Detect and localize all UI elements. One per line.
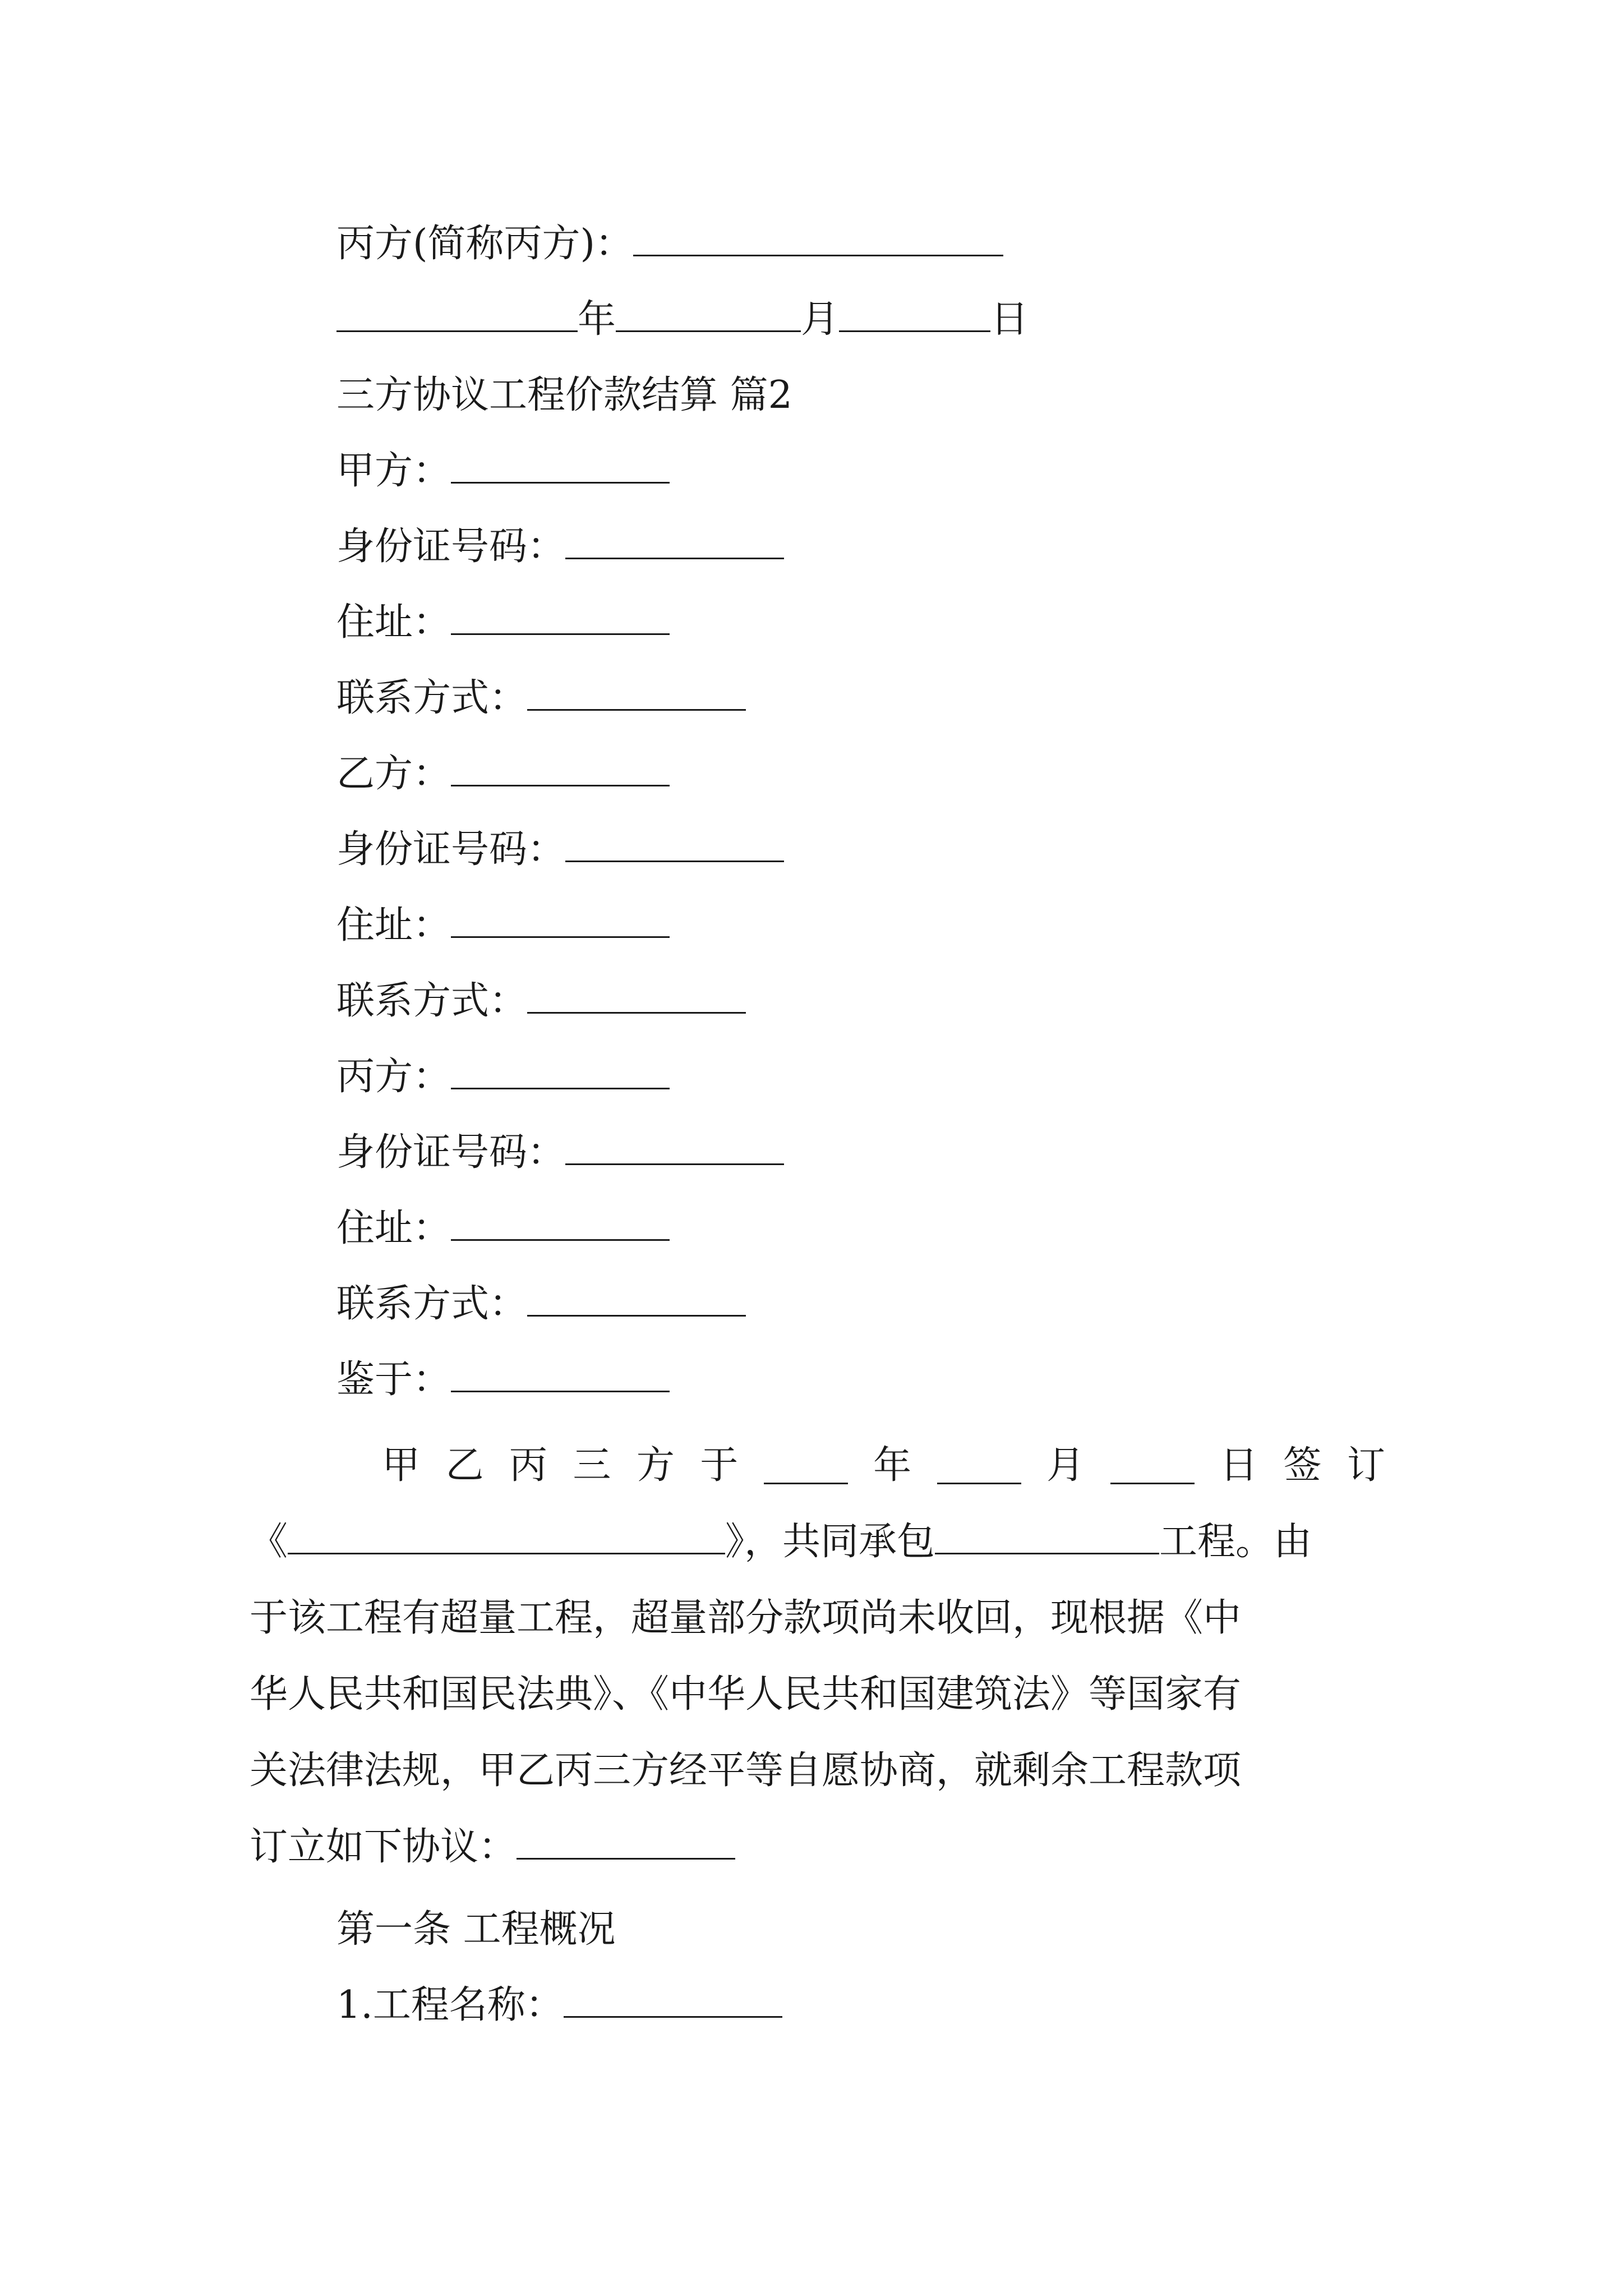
fill-blank[interactable] <box>564 1981 782 2018</box>
bingfang-short-line <box>336 216 1003 272</box>
label: 丙方： <box>336 1055 451 1099</box>
fill-blank[interactable] <box>451 901 670 938</box>
section-title: 三方协议工程价款结算 篇2 <box>336 373 792 417</box>
label: 联系方式： <box>336 1282 528 1326</box>
label: 联系方式： <box>336 676 528 720</box>
yi-contact-line <box>336 973 746 1029</box>
fill-blank[interactable] <box>527 674 746 711</box>
jia-addr-line <box>336 595 670 651</box>
jianyu-line <box>336 1352 670 1408</box>
char: 日 <box>1219 1443 1258 1488</box>
day-blank[interactable] <box>1110 1448 1195 1484</box>
text: 工程。由 <box>1159 1520 1312 1564</box>
project-blank[interactable] <box>935 1518 1159 1554</box>
char: 丙 <box>509 1443 547 1488</box>
char: 签 <box>1283 1443 1322 1488</box>
char: 月 <box>1046 1443 1085 1488</box>
year-blank[interactable] <box>764 1448 848 1484</box>
char: 甲 <box>382 1443 421 1488</box>
char: 年 <box>873 1443 912 1488</box>
text: 订立如下协议： <box>250 1825 517 1869</box>
label: 住址： <box>336 903 451 947</box>
label: 丙方(简称丙方)： <box>336 222 634 266</box>
article-title: 第一条 工程概况 <box>336 1907 616 1952</box>
jia-contact-line <box>336 670 746 726</box>
char: 于 <box>700 1443 739 1488</box>
para-line-2 <box>250 1504 1385 1580</box>
month-blank[interactable] <box>937 1448 1021 1484</box>
month-blank[interactable] <box>616 296 801 332</box>
label: 住址： <box>336 1206 451 1250</box>
fill-blank[interactable] <box>633 220 1003 256</box>
yi-addr-line <box>336 898 670 954</box>
fill-blank[interactable] <box>451 1204 670 1241</box>
char: 乙 <box>445 1443 484 1488</box>
jia-id-line <box>336 519 784 575</box>
day-label: 日 <box>990 297 1029 342</box>
label: 住址： <box>336 600 451 645</box>
para-line-3: 于该工程有超量工程，超量部分款项尚未收回，现根据《中 <box>250 1596 1242 1640</box>
fill-blank[interactable] <box>565 1129 784 1165</box>
bing-contact-line <box>336 1276 746 1332</box>
label: 甲方： <box>336 449 451 493</box>
fill-blank[interactable] <box>517 1823 735 1860</box>
month-label: 月 <box>801 297 840 342</box>
fill-blank[interactable] <box>451 750 670 786</box>
text: 》，共同承包 <box>725 1520 935 1564</box>
char: 三 <box>573 1443 611 1488</box>
para-line-6 <box>250 1809 1385 1885</box>
date-line <box>336 292 1029 348</box>
item-1-line <box>336 1977 782 2033</box>
fill-blank[interactable] <box>451 447 670 484</box>
para-line-1 <box>250 1428 1385 1504</box>
para-line-5: 关法律法规，甲乙丙三方经平等自愿协商，就剩余工程款项 <box>250 1749 1242 1793</box>
main-paragraph <box>250 1428 1385 1885</box>
bingfang-line <box>336 1049 670 1105</box>
fill-blank[interactable] <box>527 977 746 1014</box>
char: 方 <box>636 1443 675 1488</box>
label: 身份证号码： <box>336 827 566 872</box>
agreement-name-blank[interactable] <box>288 1518 725 1554</box>
fill-blank[interactable] <box>451 599 670 635</box>
fill-blank[interactable] <box>451 1053 670 1089</box>
day-blank[interactable] <box>839 296 990 332</box>
yi-id-line <box>336 822 784 878</box>
year-blank[interactable] <box>336 296 578 332</box>
fill-blank[interactable] <box>565 523 784 559</box>
year-label: 年 <box>578 297 616 342</box>
fill-blank[interactable] <box>451 1356 670 1392</box>
char: 订 <box>1347 1443 1385 1488</box>
para-line-4: 华人民共和国民法典》、《中华人民共和国建筑法》等国家有 <box>250 1672 1242 1717</box>
text: 《 <box>250 1520 288 1564</box>
label: 身份证号码： <box>336 524 566 569</box>
jiafang-line <box>336 443 670 499</box>
yifang-line <box>336 746 670 802</box>
bing-addr-line <box>336 1200 670 1257</box>
label: 身份证号码： <box>336 1130 566 1175</box>
fill-blank[interactable] <box>527 1280 746 1317</box>
label: 1.工程名称： <box>336 1983 564 2027</box>
fill-blank[interactable] <box>565 826 784 862</box>
label: 联系方式： <box>336 979 528 1023</box>
bing-id-line <box>336 1125 784 1181</box>
label: 鉴于： <box>336 1358 451 1402</box>
label: 乙方： <box>336 752 451 796</box>
